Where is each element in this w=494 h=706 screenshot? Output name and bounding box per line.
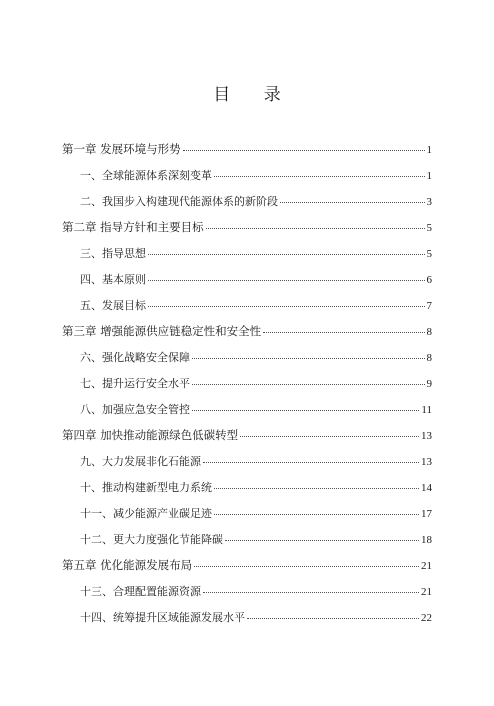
toc-entry-label: 第二章 指导方针和主要目标 [62,220,204,234]
page-title: 目 录 [213,85,295,105]
toc-entry-page: 6 [426,274,432,286]
leader-dots [203,462,419,463]
toc-entry-page: 3 [426,196,432,208]
toc-entry-label: 十二、更大力度强化节能降碳 [80,533,223,546]
leader-dots [214,176,425,177]
toc-entry[interactable] [80,531,432,547]
toc-entry[interactable] [80,193,432,209]
toc-entry-page: 17 [421,508,432,520]
leader-dots [183,150,425,151]
leader-dots [194,566,419,567]
toc-entry-page: 11 [421,404,432,416]
toc-entry-page: 9 [426,378,432,390]
toc-entry[interactable] [80,609,432,625]
toc-entry[interactable] [62,141,432,157]
toc-entry-page: 1 [426,170,432,182]
toc-entry-page: 21 [421,560,432,572]
toc-entry-label: 六、强化战略安全保障 [80,351,190,364]
leader-dots [192,410,419,411]
toc-entry-page: 14 [421,482,432,494]
toc-entry-label: 第四章 加快推动能源绿色低碳转型 [62,428,239,442]
toc-entry[interactable] [80,479,432,495]
toc-entry-label: 第一章 发展环境与形势 [62,142,181,156]
toc-entry-label: 五、发展目标 [80,299,146,312]
toc-entry[interactable] [80,245,432,261]
toc-entry-page: 5 [426,222,432,234]
toc-entry[interactable] [80,505,432,521]
leader-dots [192,384,425,385]
toc-entry-page: 13 [421,430,432,442]
toc-entry-label: 三、指导思想 [80,247,146,260]
toc-entry-page: 18 [421,534,432,546]
toc-entry-label: 九、大力发展非化石能源 [80,455,201,468]
toc-entry-page: 7 [426,300,432,312]
toc-entry-page: 1 [426,144,432,156]
leader-dots [247,618,419,619]
leader-dots [240,436,419,437]
toc-entry[interactable] [80,349,432,365]
toc-entry[interactable] [80,297,432,313]
toc-entry-page: 5 [426,248,432,260]
toc-entry-label: 四、基本原则 [80,273,146,286]
leader-dots [192,358,425,359]
toc-entry[interactable] [80,167,432,183]
leader-dots [148,306,425,307]
toc-entry-page: 8 [426,352,432,364]
toc-entry-label: 第三章 增强能源供应链稳定性和安全性 [62,324,262,338]
toc-entry-page: 22 [421,612,432,624]
leader-dots [203,592,419,593]
toc-entry[interactable] [62,219,432,235]
toc-entry[interactable] [80,375,432,391]
leader-dots [280,202,425,203]
toc-entry[interactable] [62,557,432,573]
toc-entry[interactable] [80,401,432,417]
toc-entry-label: 第五章 优化能源发展布局 [62,558,193,572]
toc-entry-label: 十一、减少能源产业碳足迹 [80,507,212,520]
toc-entry-page: 21 [421,586,432,598]
toc-entry[interactable] [80,453,432,469]
leader-dots [148,254,425,255]
toc-entry-label: 一、全球能源体系深刻变革 [80,169,212,182]
toc-entry-label: 二、我国步入构建现代能源体系的新阶段 [80,195,278,208]
toc-entry-page: 13 [421,456,432,468]
leader-dots [148,280,425,281]
leader-dots [263,332,424,333]
toc-entry-label: 十三、合理配置能源资源 [80,585,201,598]
toc-entry-label: 十四、统筹提升区域能源发展水平 [80,611,245,624]
leader-dots [214,488,419,489]
toc-entry-page: 8 [426,326,432,338]
leader-dots [206,228,425,229]
leader-dots [225,540,419,541]
toc-entry[interactable] [80,583,432,599]
toc-entry-label: 七、提升运行安全水平 [80,377,190,390]
toc-entry[interactable] [80,271,432,287]
toc-entry-label: 八、加强应急安全管控 [80,403,190,416]
toc-entry-label: 十、推动构建新型电力系统 [80,481,212,494]
toc-entry[interactable] [62,323,432,339]
leader-dots [214,514,419,515]
toc-entry[interactable] [62,427,432,443]
